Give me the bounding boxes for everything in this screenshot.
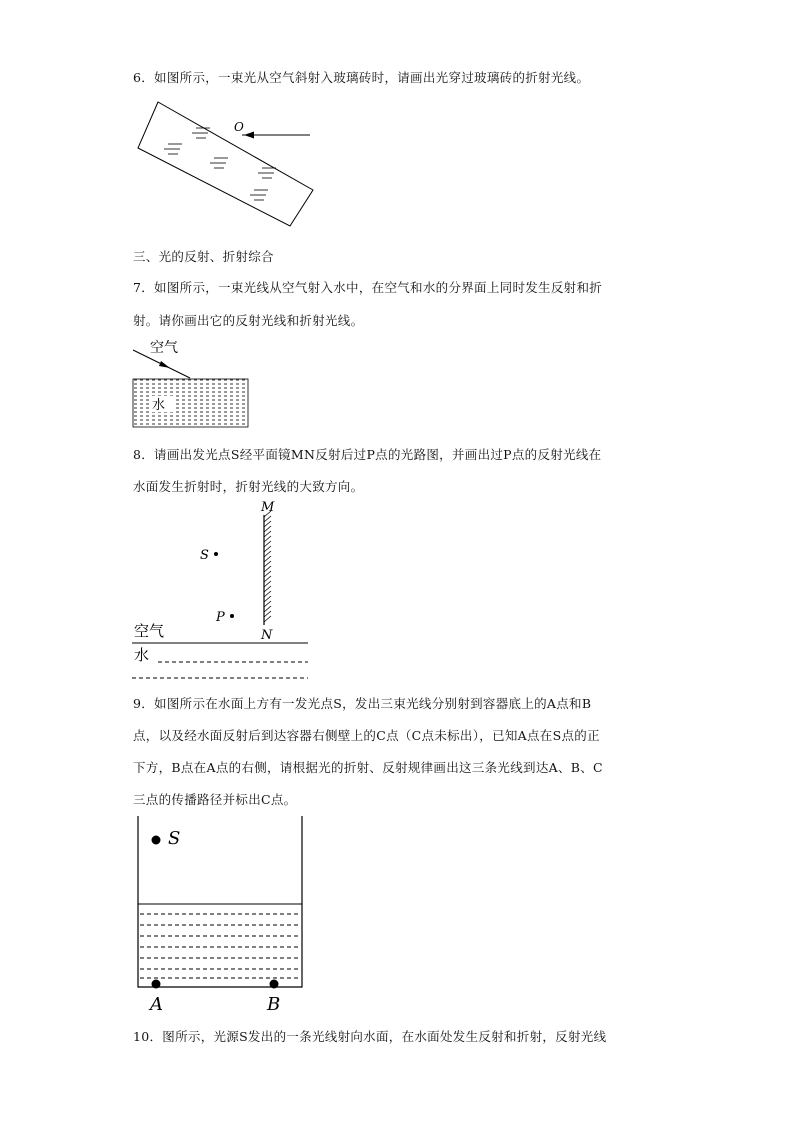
q6-glass-brick-figure (130, 100, 320, 230)
ray-arrowhead (244, 132, 254, 139)
q9-line1: 9．如图所示在水面上方有一发光点S，发出三束光线分别射到容器底上的A点和B (133, 696, 592, 711)
ray-arrowhead (159, 361, 170, 368)
point-s-dot (152, 836, 161, 845)
q7-line2: 射。请你画出它的反射光线和折射光线。 (133, 313, 364, 328)
point-a-label: A (150, 994, 163, 1015)
container-walls (138, 816, 302, 987)
q8-line2: 水面发生折射时，折射光线的大致方向。 (133, 479, 364, 494)
point-s-label: S (200, 548, 209, 563)
q7-line1: 7．如图所示，一束光线从空气射入水中，在空气和水的分界面上同时发生反射和折 (133, 280, 603, 295)
mirror-hatching (264, 511, 271, 622)
air-label: 空气 (134, 622, 165, 640)
point-b-dot (270, 980, 279, 989)
mirror-m-label: M (261, 500, 275, 515)
point-a-dot (152, 980, 161, 989)
glass-brick (138, 102, 313, 226)
q8-mirror-figure (128, 497, 313, 687)
point-o-label: O (234, 120, 244, 134)
glass-hatching (164, 128, 276, 200)
q8-line1: 8．请画出发光点S经平面镜MN反射后过P点的光路图，并画出过P点的反射光线在 (133, 447, 602, 462)
section-heading: 三、光的反射、折射综合 (133, 249, 274, 264)
water-dash-lines (140, 914, 300, 978)
water-label: 水 (134, 646, 150, 664)
air-label: 空气 (150, 340, 178, 356)
q7-air-water-figure (128, 338, 253, 430)
q10-line1: 10．图所示，光源S发出的一条光线射向水面，在水面处发生反射和折射，反射光线 (133, 1029, 607, 1044)
q6-text: 6．如图所示，一束光从空气斜射入玻璃砖时，请画出光穿过玻璃砖的折射光线。 (133, 70, 590, 85)
point-s-dot (214, 552, 218, 556)
q9-line2: 点，以及经水面反射后到达容器右侧壁上的C点（C点未标出），已知A点在S点的正 (133, 728, 600, 743)
mirror-n-label: N (261, 628, 273, 643)
point-p-dot (230, 614, 234, 618)
point-p-label: P (216, 610, 225, 625)
water-label: 水 (152, 398, 166, 413)
q9-container-figure (128, 812, 313, 1018)
q9-line3: 下方，B点在A点的右侧，请根据光的折射、反射规律画出这三条光线到达A、B、C (133, 760, 603, 775)
q9-line4: 三点的传播路径并标出C点。 (133, 792, 297, 807)
point-b-label: B (267, 994, 281, 1015)
point-s-label: S (168, 828, 181, 849)
